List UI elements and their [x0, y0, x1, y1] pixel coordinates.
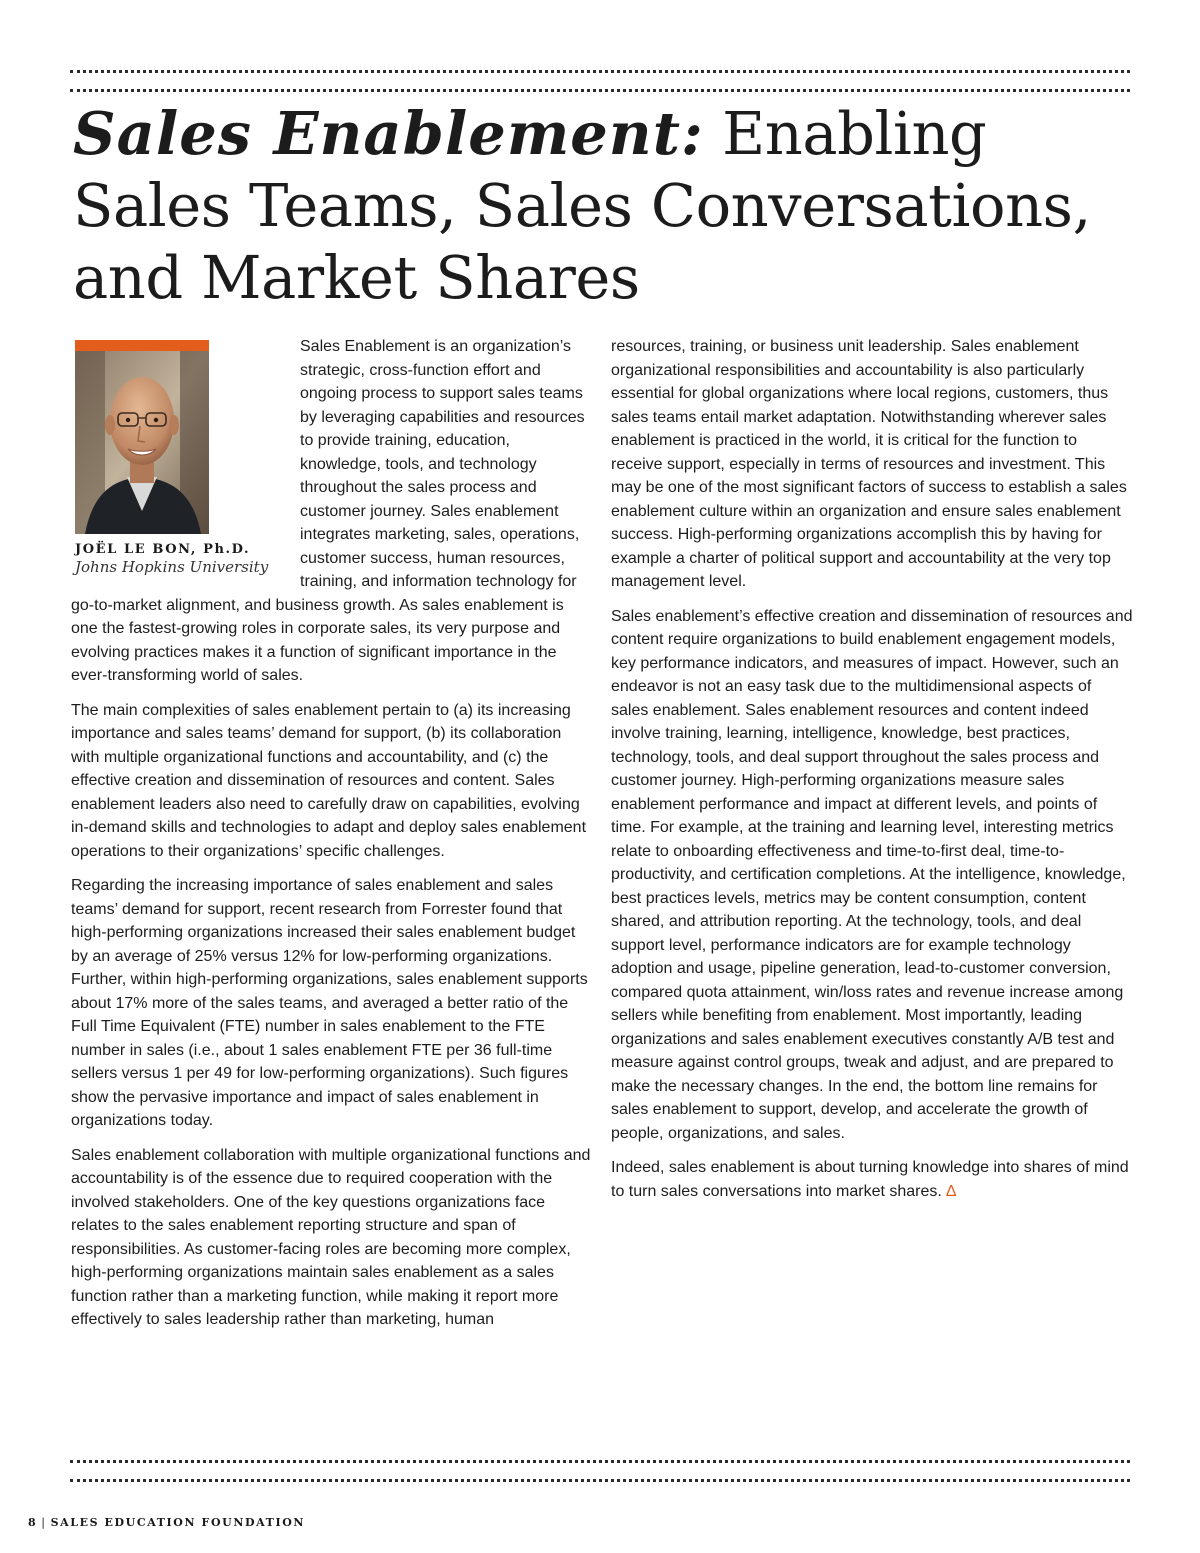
author-float-space — [71, 335, 300, 591]
paragraph: The main complexities of sales enablement pertain to (a) its increasing importance and sales teams’ demand for support, (b) its collaboration with multiple organizational functions and accountability, and (c) the effective creation and dissemination of resources and content. Sales enablement leaders also need to carefully draw on capabilities, evolving in-demand skills and technologies to adapt and deploy sales enablement operations to their organizations’ specific challenges. — [71, 701, 587, 860]
paragraph: Sales enablement’s effective creation and dissemination of resources and content require organizations to build enablement engagement models, key performance indicators, and measures of impact. However, such an endeavor is not an easy task due to the multidimensional aspects of sales enablement. Sales enablement resources and content indeed involve training, learning, intelligence, knowledge, best practices, technology, tools, and deal support throughout the sales process and customer journey. High-performing organizations measure sales enablement performance and impact at different levels, and points of time. For example, at the training and learning level, interesting metrics relate to onboarding effectiveness and time-to-first deal, time-to-productivity, and certification completions. At the intelligence, knowledge, best practices levels, metrics may be content consumption, content shared, and attribution reporting. At the technology, tools, and deal support level, performance indicators are for example technology adoption and usage, pipeline generation, lead-to-customer conversion, compared quota attainment, win/loss rates and revenue increase among sellers while benefiting from enablement. Most importantly, leading organizations and sales enablement executives constantly A/B test and measure against control groups, tweak and adjust, and are prepared to make the necessary changes. In the end, the bottom line remains for sales enablement to support, develop, and accelerate the growth of people, organizations, and sales. — [611, 607, 1133, 1142]
page-footer — [28, 1516, 305, 1529]
top-dotted-rule-2 — [70, 89, 1130, 92]
paragraph: resources, training, or business unit leadership. Sales enablement organizational responsibilities and accountability is also particularly essential for global organizations where local regions, customers, thus sales teams entail market adaptation. Notwithstanding wherever sales enablement is practiced in the world, it is critical for the function to receive support, especially in terms of resources and investment. This may be one of the most significant factors of success to establish a sales enablement culture within an organization and ensure sales enablement success. High-performing organizations accomplish this by having for example a charter of political support and accountability at the very top management level. — [611, 338, 1127, 590]
author-affiliation: Johns Hopkins University — [75, 558, 269, 576]
bottom-dotted-rule — [70, 1460, 1130, 1463]
paragraph: Sales Enablement is an organization’s strategic, cross-function effort and ongoing process to support sales teams by leveraging capabilities and resources to provide training, education, knowledge, tools, and technology throughout the sales process and customer journey. Sales enablement integrates marketing, sales, operations, customer success, human resources, training, and information technology for go-to-market alignment, and business growth. As sales enablement is one the fastest-growing roles in corporate sales, its very purpose and evolving practices makes it a function of significant importance in the ever-transforming world of sales. — [71, 338, 585, 684]
article-title — [73, 98, 1143, 314]
end-mark-icon: ∆ — [946, 1182, 957, 1200]
paragraph: Regarding the increasing importance of sales enablement and sales teams’ demand for support, recent research from Forrester found that high-performing organizations increased their sales enablement budget by an average of 25% versus 12% for low-performing organizations. Further, within high-performing organizations, sales enablement supports about 17% more of the sales teams, and averaged a better ratio of the Full Time Equivalent (FTE) number in sales enablement to the FTE number in sales (i.e., about 1 sales enablement FTE per 36 full-time sellers versus 1 per 49 for low-performing organizations). Such figures show the pervasive importance and impact of sales enablement in organizations today. — [71, 877, 588, 1129]
paragraph: Sales enablement collaboration with multiple organizational functions and accountability is of the essence due to required cooperation with the involved stakeholders. One of the key questions organizations face relates to the sales enablement reporting structure and span of responsibilities. As customer-facing roles are becoming more complex, high-performing organizations maintain sales enablement as a sales function rather than a marketing function, while making it report more effectively to sales leadership rather than marketing, human — [71, 1146, 591, 1328]
article-title-rest: Enabling Sales Teams, Sales Conversations, and Market Shares — [73, 99, 1091, 312]
final-paragraph-text: Indeed, sales enablement is about turning knowledge into shares of mind to turn sales conversations into market shares. — [611, 1159, 1129, 1200]
page-number: 8 — [28, 1516, 38, 1529]
right-column — [611, 335, 1133, 1214]
paragraph-final — [611, 1156, 1133, 1203]
footer-separator: | — [41, 1516, 47, 1529]
top-dotted-rule — [70, 70, 1130, 73]
left-column — [71, 335, 591, 1343]
author-name: JOËL LE BON, Ph.D. — [75, 542, 251, 557]
article-title-lead: Sales Enablement: — [73, 99, 704, 168]
publication-name: SALES EDUCATION FOUNDATION — [50, 1516, 306, 1529]
bottom-dotted-rule-2 — [70, 1479, 1130, 1482]
